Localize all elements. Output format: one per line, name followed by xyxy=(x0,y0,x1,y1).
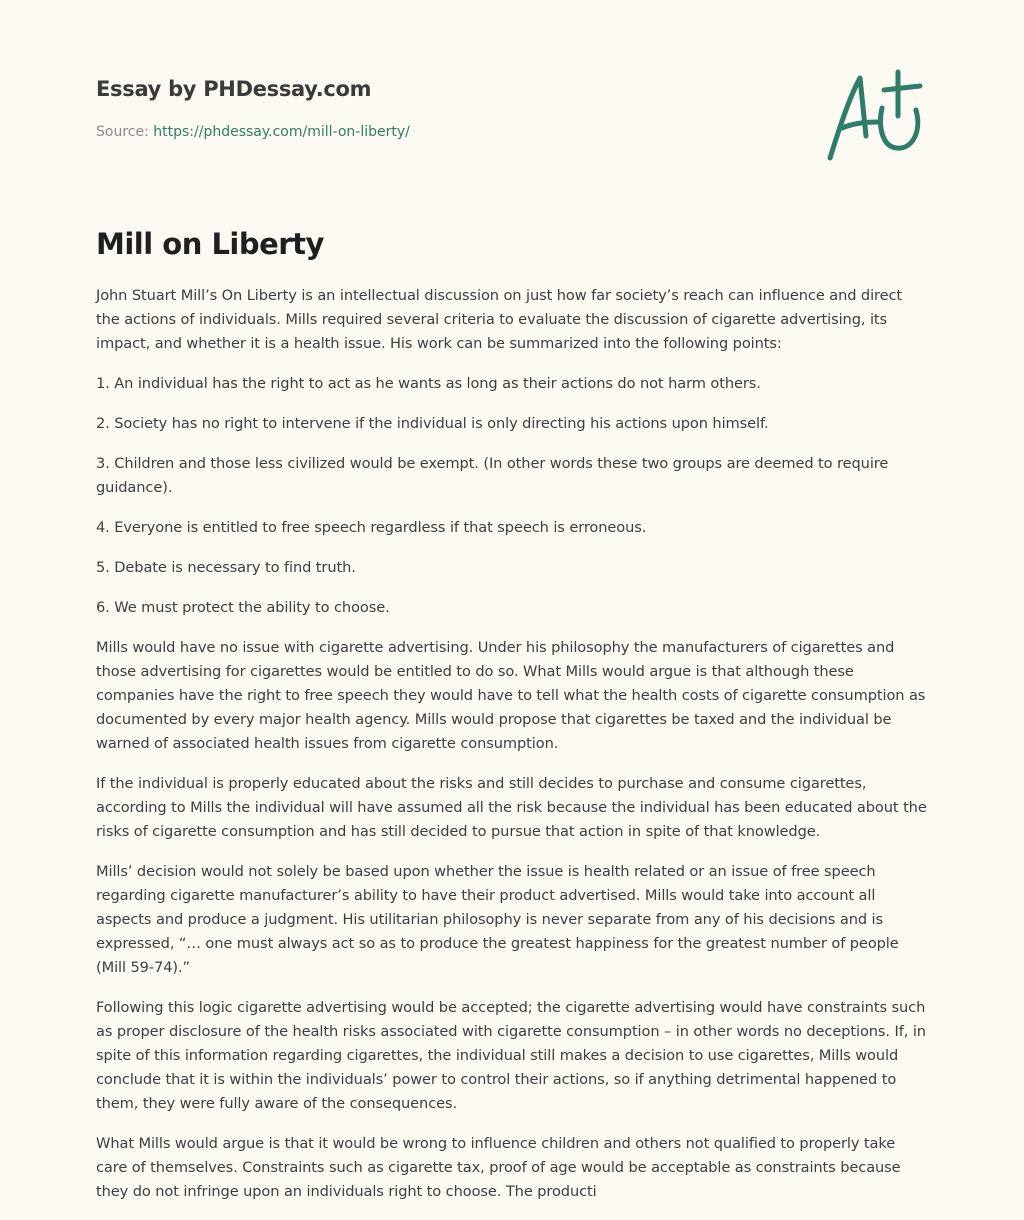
paragraph-intro: John Stuart Mill’s On Liberty is an intellectual discussion on just how far society’s reach can influence and direct the actions of individuals. Mills required several criteria to evaluate the discussion of cigarette advertising, its impact, and whether it is a health issue. His work can be summarized into the following points: xyxy=(96,287,903,352)
a-plus-logo-icon xyxy=(820,66,930,166)
article-body xyxy=(96,284,928,1220)
source-line xyxy=(96,122,696,142)
site-brand: Essay by PHDessay.com xyxy=(96,77,372,101)
list-item-1: 1. An individual has the right to act as he wants as long as their actions do not harm others. xyxy=(96,375,761,392)
paragraph: Following this logic cigarette advertising would be accepted; the cigarette advertising would have constraints such as proper disclosure of the health risks associated with cigarette consumption – in other words no deceptions. If, in spite of this information regarding cigarettes, the individual still makes a decision to use cigarettes, Mills would conclude that it is within the individuals’ power to control their actions, so if anything detrimental happened to them, they were fully aware of the consequences. xyxy=(96,999,926,1112)
paragraph: Mills would have no issue with cigarette advertising. Under his philosophy the manufacturers of cigarettes and those advertising for cigarettes would be entitled to do so. What Mills would argue is that although these companies have the right to free speech they would have to tell what the health costs of cigarette consumption as documented by every major health agency. Mills would propose that cigarettes be taxed and the individual be warned of associated health issues from cigarette consumption. xyxy=(96,639,926,752)
source-label: Source: xyxy=(96,124,154,140)
list-item-3: 3. Children and those less civilized would be exempt. (In other words these two groups are deemed to require guidance). xyxy=(96,455,889,496)
paragraph: Mills’ decision would not solely be based upon whether the issue is health related or an issue of free speech regarding cigarette manufacturer’s ability to have their product advertised. Mills would take into account all aspects and produce a judgment. His utilitarian philosophy is never separate from any of his decisions and is expressed, “… one must always act so as to produce the greatest happiness for the greatest number of people (Mill 59-74).” xyxy=(96,863,899,976)
list-item-6: 6. We must protect the ability to choose. xyxy=(96,599,390,616)
source-link[interactable]: https://phdessay.com/mill-on-liberty/ xyxy=(153,124,410,140)
list-item-5: 5. Debate is necessary to find truth. xyxy=(96,559,356,576)
page-header xyxy=(96,74,696,142)
paragraph-truncated: What Mills would argue is that it would be wrong to influence children and others not qualified to properly take care of themselves. Constraints such as cigarette tax, proof of age would be acceptable as constraints because they do not infringe upon an individuals right to choose. The producti xyxy=(96,1135,901,1200)
paragraph: If the individual is properly educated about the risks and still decides to purchase and consume cigarettes, according to Mills the individual will have assumed all the risk because the individual has been educated about the risks of cigarette consumption and has still decided to pursue that action in spite of that knowledge. xyxy=(96,775,927,840)
list-item-4: 4. Everyone is entitled to free speech regardless if that speech is erroneous. xyxy=(96,519,647,536)
list-item-2: 2. Society has no right to intervene if the individual is only directing his actions upon himself. xyxy=(96,415,769,432)
article-title: Mill on Liberty xyxy=(96,227,324,261)
